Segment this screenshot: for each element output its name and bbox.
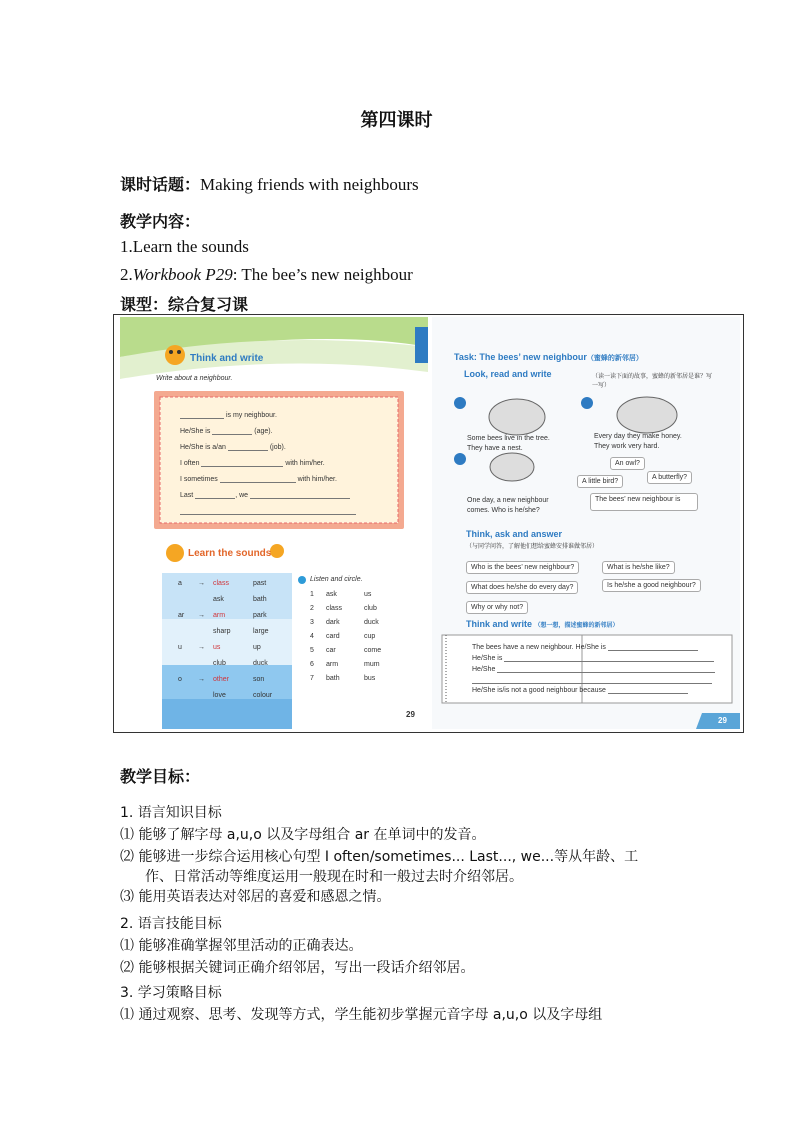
look-read-write-title: Look, read and write: [464, 369, 552, 379]
question-1: Who is the bees’ new neighbour?: [466, 561, 579, 574]
write-line-7: [180, 508, 356, 515]
goal-1-heading: 1. 语言知识目标: [120, 805, 222, 821]
write-line-2: He/She is (age).: [180, 428, 273, 435]
textbook-right-page: [432, 317, 740, 729]
content-item-2-prefix: 2.: [120, 265, 133, 284]
goals-label: 教学目标：: [120, 767, 201, 786]
goal-2a: ⑴ 能够准确掌握邻里活动的正确表达。: [120, 938, 363, 954]
write-line-4: I often with him/her.: [180, 460, 325, 467]
guess-bird: A little bird?: [577, 475, 623, 488]
question-3: What does he/she do every day?: [466, 581, 578, 594]
topic-text: Making friends with neighbours: [200, 175, 419, 194]
story-1a: Some bees live in the tree.: [467, 435, 550, 442]
write-line-6: Last , we: [180, 492, 350, 499]
goal-1b-line2: 作、日常活动等维度运用一般现在时和一般过去时介绍邻居。: [145, 869, 523, 885]
content-item-1: 1.Learn the sounds: [120, 237, 249, 256]
topic-label: 课时话题：: [120, 175, 201, 194]
textbook-left-page: Think and write Write about a neighbour. is my neighbour. He/She is (age). He/She is a/an (job). I often with him/her. I sometimes with him/her. Last , we Learn the sounds a → class past ask bath ar → arm park sharp large u → us up club duck o → other son love colour Listen and circle. 1 ask us 2 class club 3 dark duck 4 card cup 5 car come 6 arm mum 7 bath bus 29: [120, 317, 428, 729]
learn-sounds-title: Learn the sounds: [188, 548, 272, 559]
write-row-1: The bees have a new neighbour. He/She is: [472, 644, 698, 651]
goal-3-heading: 3. 学习策略目标: [120, 985, 222, 1001]
story-2b: They work very hard.: [594, 443, 660, 450]
write-line-5: I sometimes with him/her.: [180, 476, 337, 483]
story-1b: They have a nest.: [467, 445, 523, 452]
lesson-type: 课型：综合复习课: [120, 295, 249, 314]
look-read-write-cn: （读一读下面的故事，蜜蜂的新邻居是谁？写一写）: [592, 373, 713, 389]
textbook-image: [113, 314, 744, 733]
goal-1a: ⑴ 能够了解字母 a,u,o 以及字母组合 ar 在单词中的发音。: [120, 827, 486, 843]
content-label: 教学内容：: [120, 212, 201, 231]
guess-owl: An owl?: [610, 457, 645, 470]
right-page-number: 29: [718, 716, 727, 725]
think-ask-answer-cn: （与同学问答，了解他们想给蜜蜂安排谁做邻居）: [466, 543, 599, 550]
write-line-1: is my neighbour.: [180, 412, 277, 419]
question-4: Is he/she a good neighbour?: [602, 579, 701, 592]
write-row-4: [472, 677, 712, 684]
guess-butterfly: A butterfly?: [647, 471, 692, 484]
goal-2b: ⑵ 能够根据关键词正确介绍邻居，写出一段话介绍邻居。: [120, 960, 475, 976]
question-5: Why or why not?: [466, 601, 528, 614]
write-row-5: He/She is/is not a good neighbour because: [472, 687, 688, 694]
content-item-2: [120, 265, 413, 285]
content-item-2-italic: Workbook P29: [132, 265, 233, 284]
story-3a: One day, a new neighbour: [467, 497, 549, 504]
question-2: What is he/she like?: [602, 561, 675, 574]
listen-circle-title: Listen and circle.: [310, 576, 363, 583]
think-write-title: Think and write: [190, 353, 264, 364]
goal-1c: ⑶ 能用英语表达对邻居的喜爱和感恩之情。: [120, 889, 391, 905]
story-2a: Every day they make honey.: [594, 433, 682, 440]
write-row-2: He/She is: [472, 655, 714, 662]
write-line-3: He/She is a/an (job).: [180, 444, 286, 451]
think-write-title-right: Think and write （想一想，描述蜜蜂的新邻居）: [466, 619, 619, 629]
goal-2-heading: 2. 语言技能目标: [120, 916, 222, 932]
page-title: 第四课时: [360, 110, 433, 131]
task-title: Task: The bees’ new neighbour（蜜蜂的新邻居）: [454, 352, 643, 362]
content-item-2-rest: : The bee’s new neighbour: [232, 265, 413, 284]
goal-3a: ⑴ 通过观察、思考、发现等方式，学生能初步掌握元音字母 a,u,o 以及字母组: [120, 1007, 603, 1023]
topic-line: [120, 172, 419, 195]
goal-1b-line1: ⑵ 能够进一步综合运用核心句型 I often/sometimes... Last..., we...等从年龄、工: [120, 849, 639, 865]
left-page-number: 29: [406, 710, 415, 719]
think-ask-answer-title: Think, ask and answer: [466, 529, 563, 539]
write-row-3: He/She: [472, 666, 715, 673]
story-3-answer-box: The bees’ new neighbour is: [590, 493, 698, 511]
think-write-instruction: Write about a neighbour.: [156, 375, 233, 382]
story-3b: comes. Who is he/she?: [467, 507, 540, 514]
